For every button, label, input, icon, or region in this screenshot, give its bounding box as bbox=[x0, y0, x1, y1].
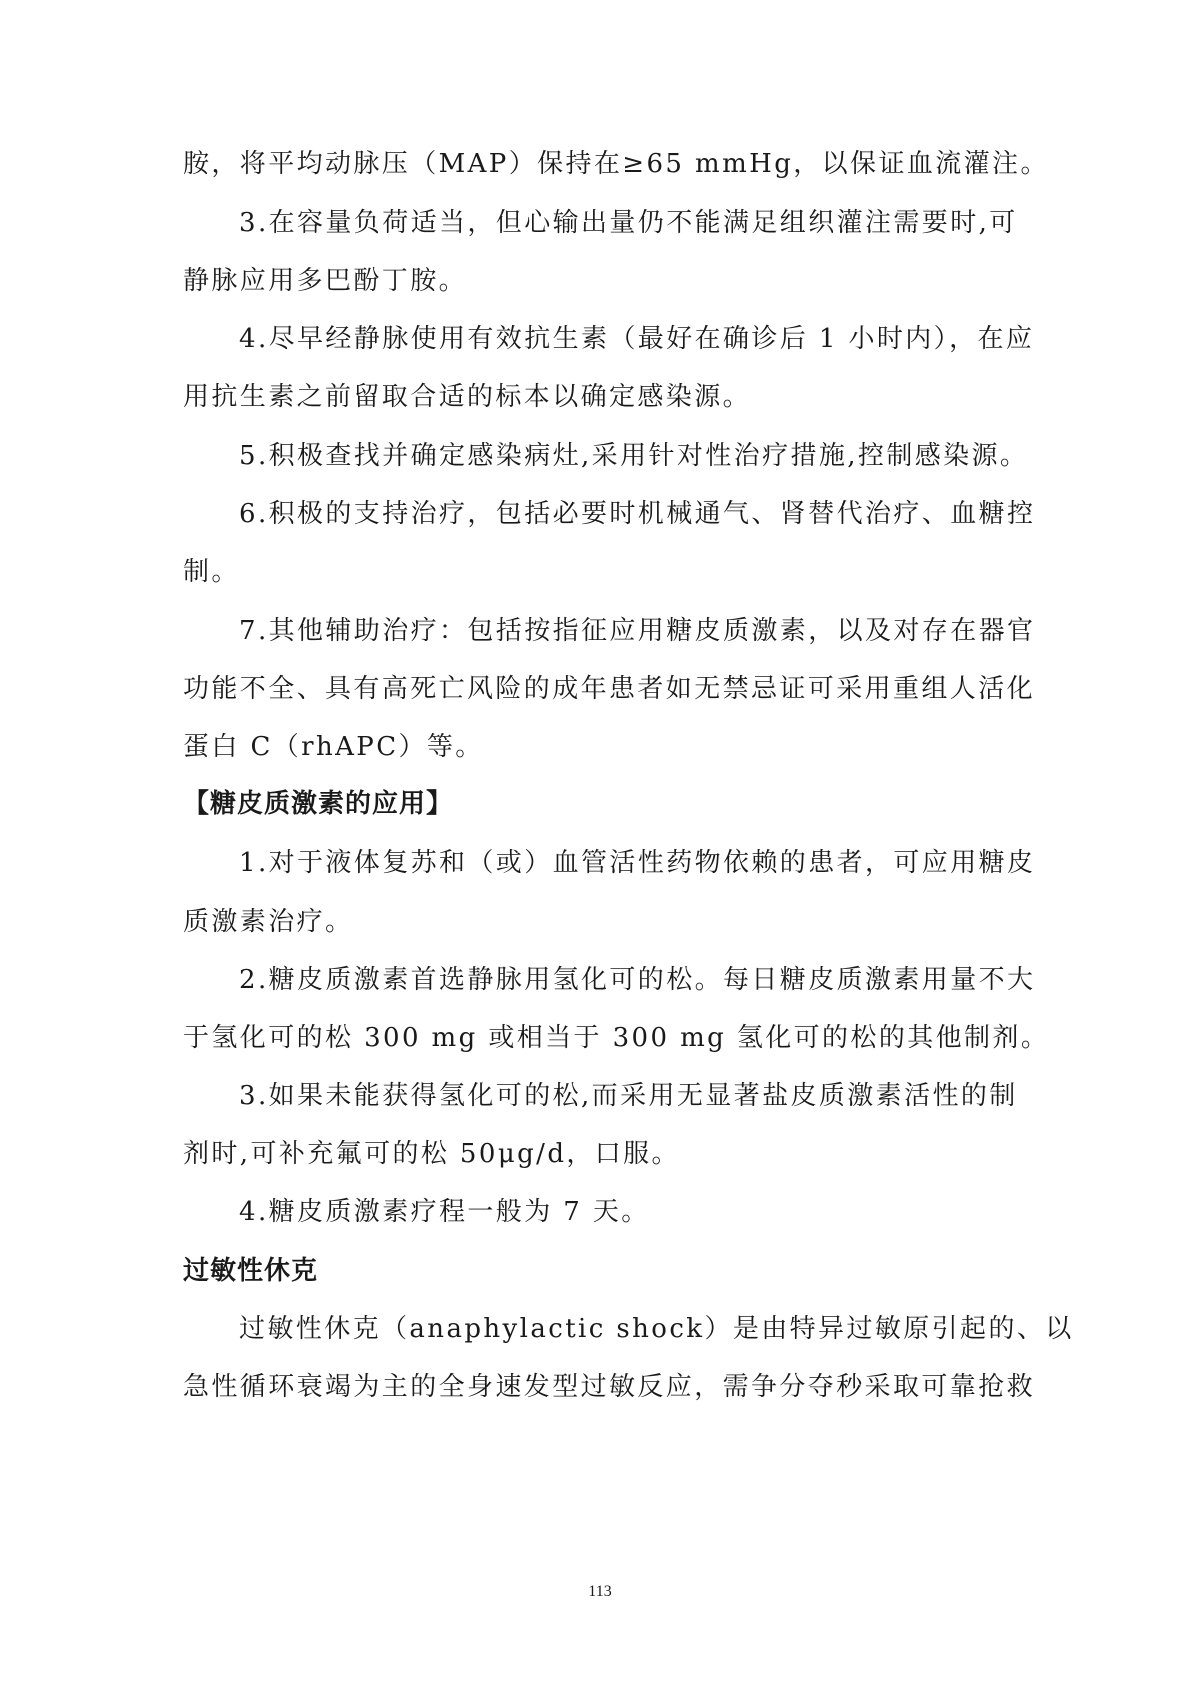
text-line: 质激素治疗。 bbox=[183, 907, 354, 937]
text-line: 急性循环衰竭为主的全身速发型过敏反应，需争分夺秒采取可靠抢救 bbox=[183, 1372, 1036, 1402]
text-line: 7.其他辅助治疗：包括按指征应用糖皮质激素，以及对存在器官 bbox=[239, 616, 1036, 646]
text-line: 3.在容量负荷适当，但心输出量仍不能满足组织灌注需要时,可 bbox=[239, 208, 1018, 238]
text-line: 5.积极查找并确定感染病灶,采用针对性治疗措施,控制感染源。 bbox=[239, 441, 1029, 471]
text-line: 静脉应用多巴酚丁胺。 bbox=[183, 266, 468, 296]
text-line: 用抗生素之前留取合适的标本以确定感染源。 bbox=[183, 382, 752, 412]
text-line: 于氢化可的松 300 mg 或相当于 300 mg 氢化可的松的其他制剂。 bbox=[183, 1023, 1050, 1053]
text-line: 功能不全、具有高死亡风险的成年患者如无禁忌证可采用重组人活化 bbox=[183, 674, 1036, 704]
text-line: 4.糖皮质激素疗程一般为 7 天。 bbox=[239, 1197, 650, 1227]
section-heading: 过敏性休克 bbox=[183, 1256, 319, 1286]
text-line: 2.糖皮质激素首选静脉用氢化可的松。每日糖皮质激素用量不大 bbox=[239, 965, 1036, 995]
text-line: 1.对于液体复苏和（或）血管活性药物依赖的患者，可应用糖皮 bbox=[239, 848, 1036, 878]
text-line: 4.尽早经静脉使用有效抗生素（最好在确诊后 1 小时内），在应 bbox=[239, 324, 1035, 354]
text-line: 3.如果未能获得氢化可的松,而采用无显著盐皮质激素活性的制 bbox=[239, 1081, 1018, 1111]
text-line: 胺，将平均动脉压（MAP）保持在≥65 mmHg，以保证血流灌注。 bbox=[183, 149, 1049, 179]
text-line: 蛋白 C（rhAPC）等。 bbox=[183, 732, 484, 762]
text-line: 6.积极的支持治疗，包括必要时机械通气、肾替代治疗、血糖控 bbox=[239, 499, 1036, 529]
text-line: 制。 bbox=[183, 557, 240, 587]
text-line: 过敏性休克（anaphylactic shock）是由特异过敏原引起的、以 bbox=[239, 1314, 1074, 1344]
text-line: 剂时,可补充氟可的松 50μg/d，口服。 bbox=[183, 1139, 680, 1169]
page-number: 113 bbox=[588, 1583, 612, 1600]
section-heading: 【糖皮质激素的应用】 bbox=[183, 789, 454, 819]
